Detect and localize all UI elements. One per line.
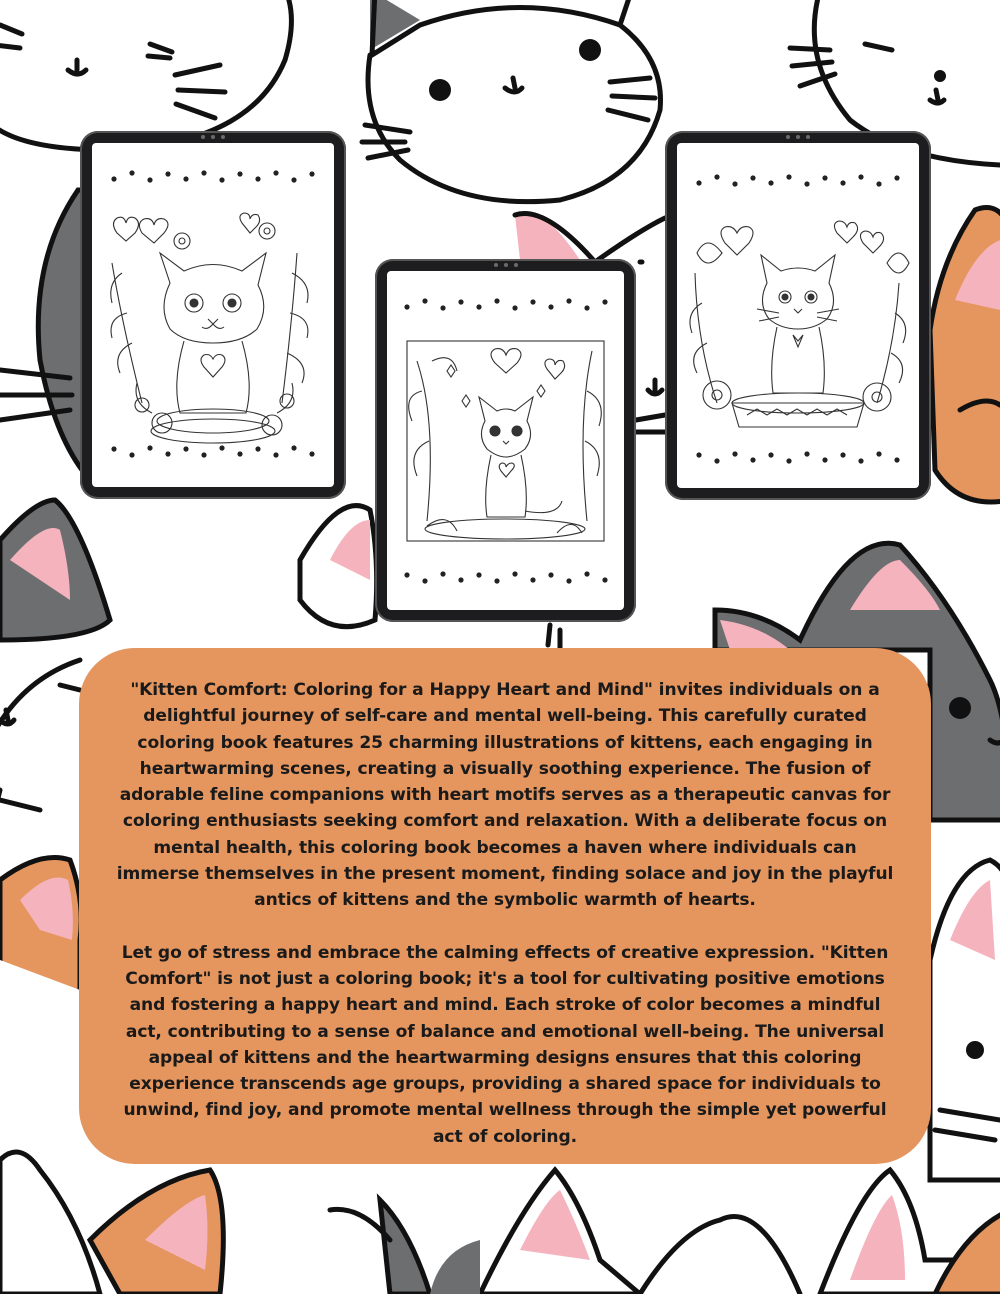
description-paragraph-2: Let go of stress and embrace the calming effects of creative expression. "Kitten Comfort" is not just a coloring book; it's a tool for cultivating positive emotions and fostering a happy heart and mind. Each stroke of color becomes a mindful act, contributing to a sense of balance and emotional well-being. The universal appeal of kittens and the heartwarming designs ensures that this coloring experience transcends age groups, providing a shared space for individuals to unwind, find joy, and promote mental wellness through the simple yet powerful act of coloring. [121,942,889,1147]
cat-face-left-orange [0,858,81,1081]
kitten-illustration [92,143,334,487]
paw-print-row-top [696,174,899,186]
tablet-left [80,131,346,499]
description-box [79,648,931,1164]
cat-face-bottom-center [430,1170,800,1294]
cat-face-bottom-right [820,1170,1000,1294]
camera-dots [786,135,810,139]
cat-face-bottom-center-left [330,1200,430,1294]
cat-face-left-gray [0,190,90,480]
cat-face-top-left [0,0,291,150]
cat-face-right-white [930,860,1000,1180]
tablet-center [375,259,636,622]
kitten-illustration [387,271,624,610]
kitten-illustration [677,143,919,488]
cat-face-top-center [362,0,661,202]
paw-print-row-bottom [696,451,899,463]
paw-print-row-top [111,170,314,182]
description-paragraph-1: "Kitten Comfort: Coloring for a Happy Heart and Mind" invites individuals on a delightful journey of self-care and mental well-being. This carefully curated coloring book features 25 charming illustrations of kittens, each engaging in heartwarming scenes, creating a visually soothing experience. The fusion of adorable feline companions with heart motifs serves as a therapeutic canvas for coloring enthusiasts seeking comfort and relaxation. With a deliberate focus on mental health, this coloring book becomes a haven where individuals can immerse themselves in the present moment, finding solace and joy in the playful antics of kittens and the symbolic warmth of hearts. [116,680,894,911]
paw-print-row-top [404,298,607,310]
tablet-right [665,131,931,500]
coloring-page-preview [387,271,624,610]
paw-print-row-bottom [404,571,607,583]
paw-print-row-bottom [111,445,314,457]
coloring-page-preview [92,143,334,487]
camera-dots [201,135,225,139]
cat-face-right-orange [930,208,1000,503]
coloring-page-preview [677,143,919,488]
camera-dots [494,263,518,267]
cat-face-bottom-left [0,1152,223,1294]
